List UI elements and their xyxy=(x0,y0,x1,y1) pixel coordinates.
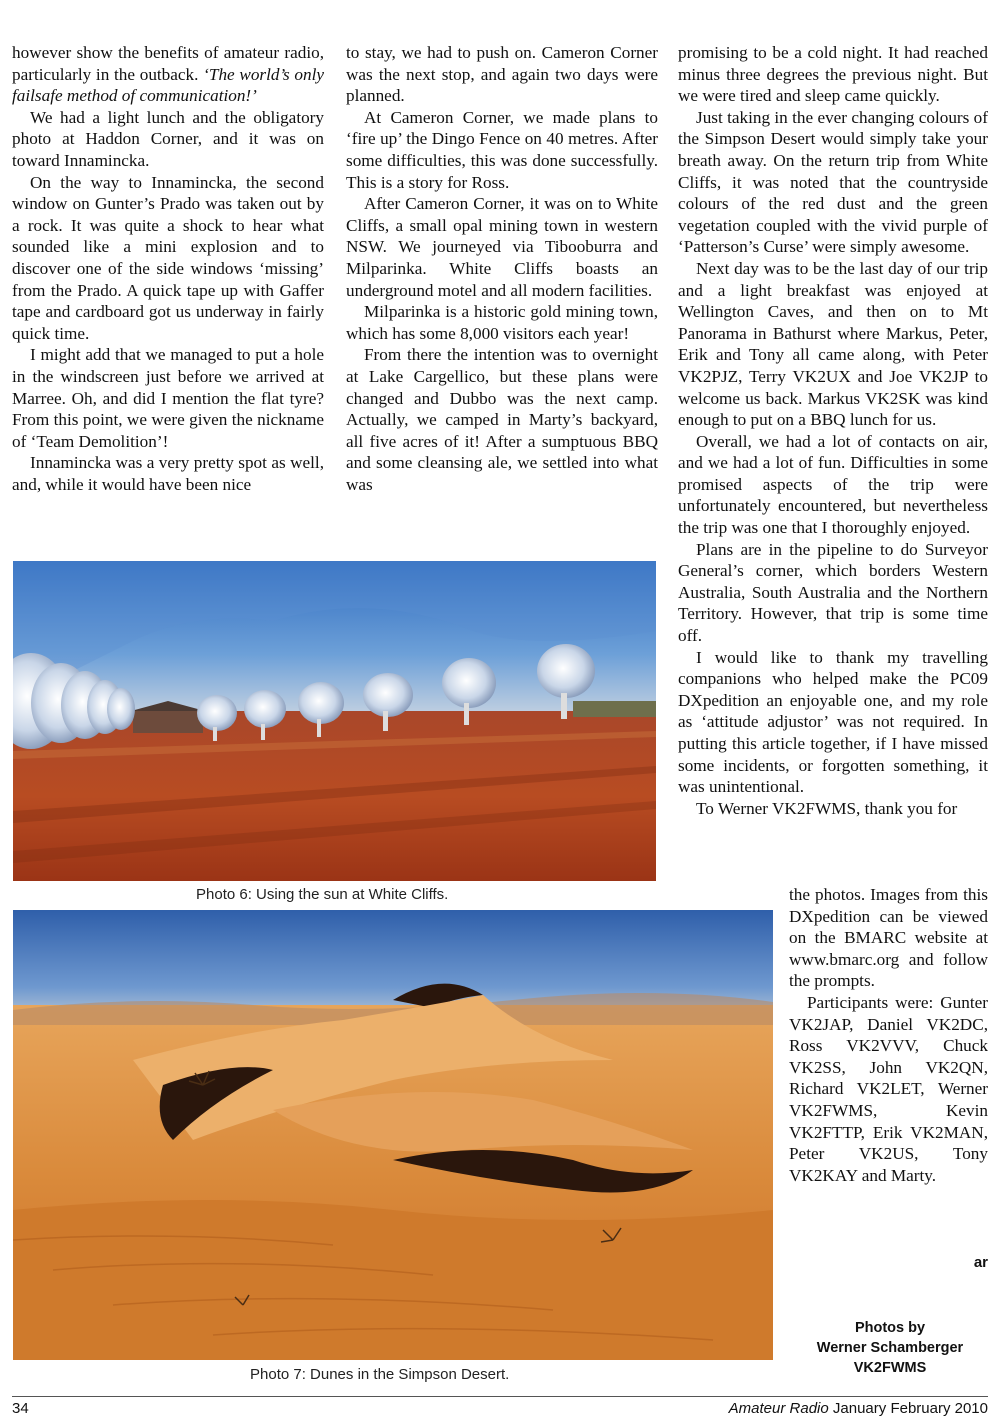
paragraph: promising to be a cold night. It had reached minus three degrees the previous night. But we were tired and sleep came quickly. xyxy=(678,43,988,106)
article-column-3 xyxy=(678,42,988,819)
participants-paragraph: Participants were: Gunter VK2JAP, Daniel VK2DC, Ross VK2VVV, Chuck VK2SS, John VK2QN, Richard VK2LET, Werner VK2FWMS, Kevin VK2FTTP, Erik VK2MAN, Peter VK2US, Tony VK2KAY and Marty. xyxy=(789,992,988,1185)
paragraph: Overall, we had a lot of contacts on air, and we had a lot of fun. Difficulties in some promised aspects of the trip were unfortunately encountered, but nevertheless the trip was one that I thoroughly enjoyed. xyxy=(678,431,988,538)
photo-white-cliffs-dishes xyxy=(13,561,656,881)
paragraph-text: however show the benefits of amateur radio, particularly in the outback. xyxy=(12,43,324,84)
paragraph: To Werner VK2FWMS, thank you for xyxy=(696,798,958,818)
magazine-issue xyxy=(729,1400,988,1417)
credit-callsign: VK2FWMS xyxy=(853,1360,927,1376)
paragraph: the photos. Images from this DXpedition can be viewed on the BMARC website at www.bmarc.org and follow the prompts. xyxy=(789,885,988,991)
paragraph: Plans are in the pipeline to do Surveyor General’s corner, which borders Western Australia, South Australia and the Northern Territory. However, that trip is some time off. xyxy=(678,539,988,646)
credit-name: Werner Schamberger xyxy=(816,1340,964,1356)
magazine-title: Amateur Radio xyxy=(728,1400,829,1417)
photo-6-image xyxy=(13,561,656,881)
italic-quote: ‘The world’s only failsafe method of communication!’ xyxy=(12,64,324,106)
paragraph: On the way to Innamincka, the second window on Gunter’s Prado was taken out by a rock. It was quite a shock to hear what sounded like a mini explosion and to discover one of the side windows ‘missing’ from the Prado. A quick tape up with Gaffer tape and cardboard got us underway in fairly quick time. xyxy=(12,172,324,343)
sign-off: ar xyxy=(973,1254,988,1271)
credit-line: Photos by xyxy=(854,1320,926,1336)
issue-date: January February 2010 xyxy=(832,1400,988,1417)
article-column-3-continued xyxy=(789,884,988,1186)
photo-6-caption: Photo 6: Using the sun at White Cliffs. xyxy=(196,886,449,903)
photo-simpson-desert-dunes xyxy=(13,910,773,1360)
photo-credit xyxy=(780,1318,1000,1378)
paragraph: I would like to thank my travelling companions who helped make the PC09 DXpedition an enjoyable one, and my role as ‘attitude adjustor’ was not required. In putting this article together, if I have missed some incidents, or forgotten something, it was unintentional. xyxy=(678,647,988,797)
paragraph: Next day was to be the last day of our trip and a light breakfast was enjoyed at Wellington Caves, and then on to Mt Panorama in Bathurst where Markus, Peter, Erik and Tony all came along, with Peter VK2PJZ, Terry VK2UX and Joe VK2JP to welcome us back. Markus VK2SK was kind enough to put on a BBQ lunch for us. xyxy=(678,258,988,430)
article-column-2 xyxy=(346,42,658,495)
paragraph: We had a light lunch and the obligatory photo at Haddon Corner, and it was on toward Innamincka. xyxy=(12,107,324,170)
paragraph: After Cameron Corner, it was on to White Cliffs, a small opal mining town in western NSW. We journeyed via Tibooburra and Milparinka. White Cliffs boasts an underground motel and all modern facilities. xyxy=(346,194,658,300)
paragraph: I might add that we managed to put a hole in the windscreen just before we arrived at Marree. Oh, and did I mention the flat tyre? From this point, we were given the nickname of ‘Team Demolition’! xyxy=(12,345,324,451)
article-column-1 xyxy=(12,42,324,495)
paragraph: Just taking in the ever changing colours of the Simpson Desert would simply take your breath away. On the return trip from White Cliffs, it was noted that the countryside colours of the red dust and the green vegetation coupled with the vivid purple of ‘Patterson’s Curse’ were simply awesome. xyxy=(678,107,988,257)
footer-rule xyxy=(12,1396,988,1397)
photo-7-image xyxy=(13,910,773,1360)
photo-7-caption: Photo 7: Dunes in the Simpson Desert. xyxy=(250,1366,510,1383)
paragraph: to stay, we had to push on. Cameron Corner was the next stop, and again two days were planned. xyxy=(346,43,658,106)
page-number: 34 xyxy=(12,1400,29,1417)
paragraph: Milparinka is a historic gold mining town, which has some 8,000 visitors each year! xyxy=(346,302,658,343)
paragraph xyxy=(12,42,324,107)
paragraph: From there the intention was to overnight at Lake Cargellico, but these plans were changed and Dubbo was the next camp. Actually, we camped in Marty’s backyard, all five acres of it! After a sumptuous BBQ and some cleansing ale, we settled into what was xyxy=(346,345,658,494)
paragraph: At Cameron Corner, we made plans to ‘fire up’ the Dingo Fence on 40 metres. After some difficulties, this was done successfully. This is a story for Ross. xyxy=(346,107,658,192)
paragraph: Innamincka was a very pretty spot as well, and, while it would have been nice xyxy=(12,453,324,494)
